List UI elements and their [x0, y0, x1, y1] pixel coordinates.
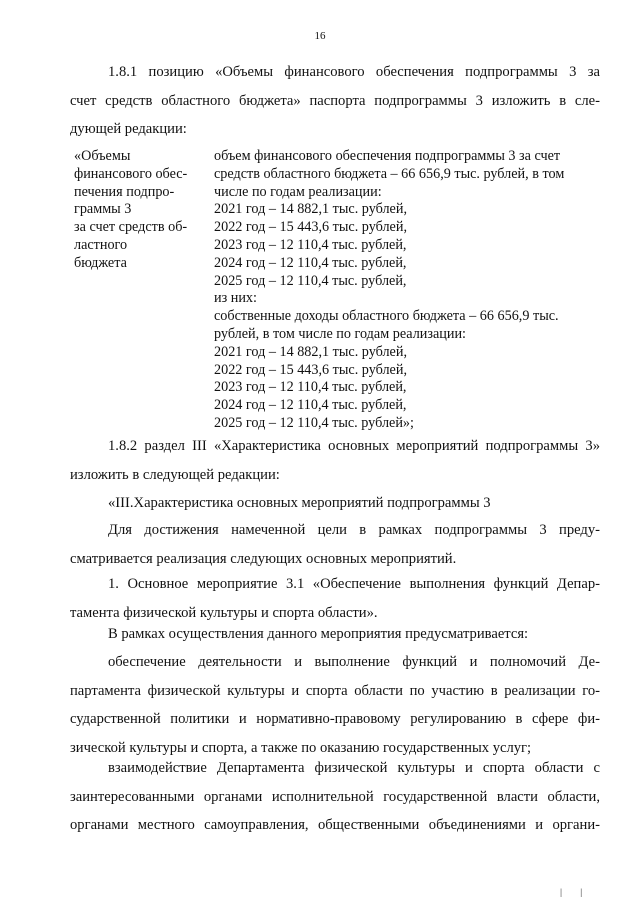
text-line: В рамках осуществления данного мероприятия предусматривается: — [108, 626, 529, 642]
table-value-line: 2021 год – 14 882,1 тыс. рублей, — [214, 343, 407, 360]
paragraph-framework — [70, 620, 600, 649]
paragraph-provision — [70, 648, 600, 762]
text-line: 1.8.1 позицию «Объемы финансового обеспечения подпрограммы 3 за — [108, 64, 600, 80]
table-label-line: ластного — [74, 236, 128, 253]
table-value-line: рублей, в том числе по годам реализации: — [214, 325, 466, 342]
text-line: счет средств областного бюджета» паспорта подпрограммы 3 изложить в сле- — [70, 92, 600, 109]
paragraph-main-event — [70, 570, 600, 627]
scan-marks: | | — [560, 887, 590, 897]
table-label-line: печения подпро- — [74, 183, 175, 200]
paragraph-1-8-1 — [70, 58, 600, 144]
table-value-line: 2022 год – 15 443,6 тыс. рублей, — [214, 219, 407, 236]
table-value-line: 2022 год – 15 443,6 тыс. рублей, — [214, 361, 407, 378]
text-line: обеспечение деятельности и выполнение функций и полномочий Де- — [108, 654, 600, 670]
table-value-line: 2023 год – 12 110,4 тыс. рублей, — [214, 236, 407, 253]
paragraph-goal — [70, 516, 600, 573]
section-title — [70, 489, 600, 518]
table-value-line: объем финансового обеспечения подпрограммы 3 за счет — [214, 148, 561, 164]
table-label-column — [74, 148, 204, 273]
table-label-line: финансового обес- — [74, 165, 188, 182]
text-line: партамента физической культуры и спорта области по участию в реализации го- — [70, 682, 600, 699]
table-value-line: числе по годам реализации: — [214, 183, 382, 200]
text-line: 1. Основное мероприятие 3.1 «Обеспечение выполнения функций Депар- — [108, 576, 600, 592]
table-value-line: 2025 год – 12 110,4 тыс. рублей»; — [214, 414, 414, 431]
table-value-line: средств областного бюджета – 66 656,9 тыс. рублей, в том — [214, 165, 565, 182]
table-value-line: 2025 год – 12 110,4 тыс. рублей, — [214, 272, 407, 289]
page-number: 16 — [314, 30, 326, 42]
table-label-line: бюджета — [74, 254, 127, 271]
text-line: органами местного самоуправления, общественными объединениями и органи- — [70, 817, 600, 833]
text-line: сударственной политики и нормативно-правовому регулированию в сфере фи- — [70, 711, 600, 727]
text-line: заинтересованными органами исполнительной государственной власти области, — [70, 788, 600, 805]
table-value-line: 2023 год – 12 110,4 тыс. рублей, — [214, 379, 407, 396]
table-value-line: из них: — [214, 290, 257, 307]
table-value-column — [214, 148, 600, 433]
table-label-line: граммы 3 — [74, 201, 132, 218]
text-line: сматривается реализация следующих основных мероприятий. — [70, 550, 457, 567]
paragraph-interaction — [70, 754, 600, 840]
text-line: изложить в следующей редакции: — [70, 466, 280, 483]
text-line: Для достижения намеченной цели в рамках подпрограммы 3 преду- — [108, 522, 600, 538]
paragraph-1-8-2 — [70, 432, 600, 489]
text-line: «III.Характеристика основных мероприятий подпрограммы 3 — [108, 495, 491, 511]
text-line: взаимодействие Департамента физической культуры и спорта области с — [108, 760, 600, 776]
text-line: зической культуры и спорта, а также по оказанию государственных услуг; — [70, 739, 532, 756]
text-line: тамента физической культуры и спорта области». — [70, 604, 378, 621]
table-value-line: 2021 год – 14 882,1 тыс. рублей, — [214, 201, 407, 218]
table-label-line: за счет средств об- — [74, 219, 188, 236]
table-value-line: 2024 год – 12 110,4 тыс. рублей, — [214, 254, 407, 271]
text-line: 1.8.2 раздел III «Характеристика основных мероприятий подпрограммы 3» — [108, 438, 600, 454]
text-line: дующей редакции: — [70, 121, 187, 137]
table-value-line: 2024 год – 12 110,4 тыс. рублей, — [214, 397, 407, 414]
table-value-line: собственные доходы областного бюджета – 66 656,9 тыс. — [214, 308, 559, 325]
table-label-line: «Объемы — [74, 148, 131, 164]
